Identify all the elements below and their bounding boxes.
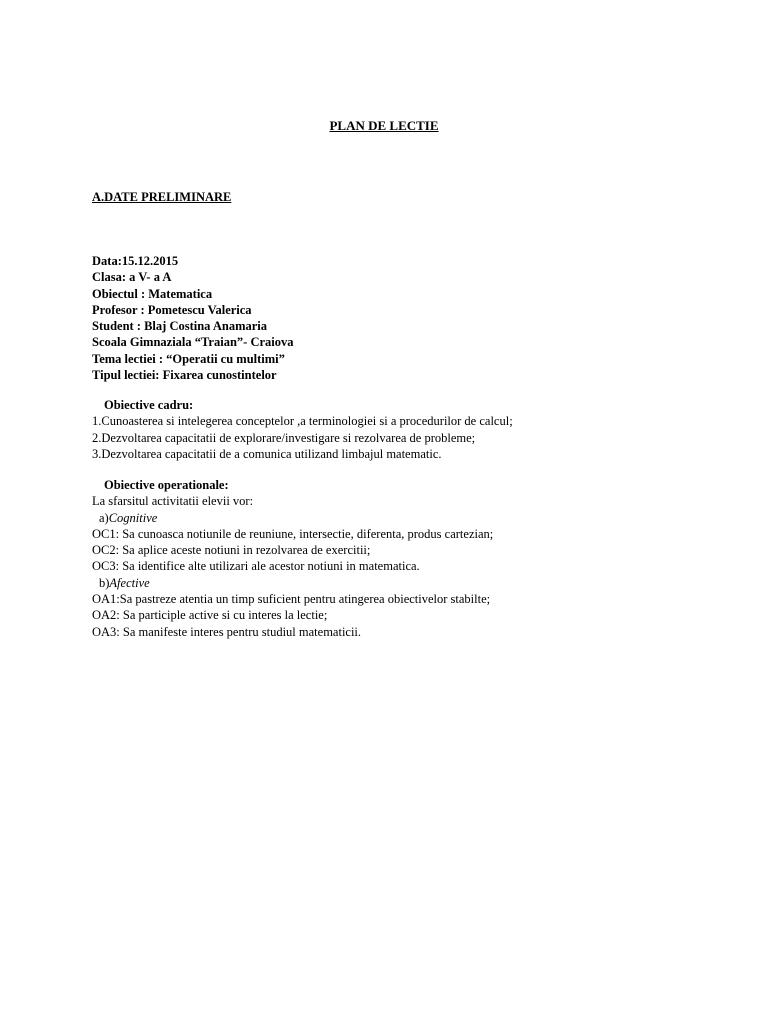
preliminary-teacher: Profesor : Pometescu Valerica <box>92 302 252 317</box>
objective-frame-item: 3.Dezvoltarea capacitatii de a comunica utilizand limbajul matematic. <box>92 446 442 461</box>
affective-label: Afective <box>109 575 150 590</box>
affective-objective-item: OA1:Sa pastreze atentia un timp suficient pentru atingerea obiectivelor stabilte; <box>92 592 491 607</box>
objectives-operational-heading: Obiective operationale: <box>104 478 229 492</box>
objectives-operational-section <box>92 477 493 640</box>
affective-subheading <box>92 575 493 591</box>
section-heading-preliminary: A.DATE PRELIMINARE <box>92 190 232 204</box>
preliminary-class: Clasa: a V- a A <box>92 270 172 285</box>
cognitive-objective-item: OC2: Sa aplice aceste notiuni in rezolvarea de exercitii; <box>92 543 371 558</box>
affective-prefix: b) <box>99 575 110 590</box>
objective-frame-item: 2.Dezvoltarea capacitatii de explorare/investigare si rezolvarea de probleme; <box>92 430 476 445</box>
preliminary-student: Student : Blaj Costina Anamaria <box>92 319 268 334</box>
affective-objective-item: OA2: Sa participle active si cu interes la lectie; <box>92 608 328 623</box>
preliminary-data-list <box>92 253 294 383</box>
objectives-frame-heading: Obiective cadru: <box>104 398 194 412</box>
objectives-frame-section <box>92 397 513 462</box>
document-title: PLAN DE LECTIE <box>329 118 439 133</box>
cognitive-objective-item: OC1: Sa cunoasca notiunile de reuniune, intersectie, diferenta, produs cartezian; <box>92 526 494 541</box>
cognitive-label: Cognitive <box>108 510 158 525</box>
cognitive-objective-item: OC3: Sa identifice alte utilizari ale acestor notiuni in matematica. <box>92 559 420 574</box>
preliminary-subject: Obiectul : Matematica <box>92 286 213 301</box>
objectives-operational-intro: La sfarsitul activitatii elevii vor: <box>92 494 254 509</box>
preliminary-school: Scoala Gimnaziala “Traian”- Craiova <box>92 335 294 350</box>
affective-objective-item: OA3: Sa manifeste interes pentru studiul matematicii. <box>92 624 362 639</box>
cognitive-subheading <box>92 510 493 526</box>
objective-frame-item: 1.Cunoasterea si intelegerea conceptelor ,a terminologiei si a procedurilor de calcul; <box>92 414 513 429</box>
cognitive-prefix: a) <box>99 510 109 525</box>
preliminary-lesson-type: Tipul lectiei: Fixarea cunostintelor <box>92 368 277 383</box>
preliminary-date: Data:15.12.2015 <box>92 254 179 268</box>
preliminary-lesson-theme: Tema lectiei : “Operatii cu multimi” <box>92 351 285 366</box>
